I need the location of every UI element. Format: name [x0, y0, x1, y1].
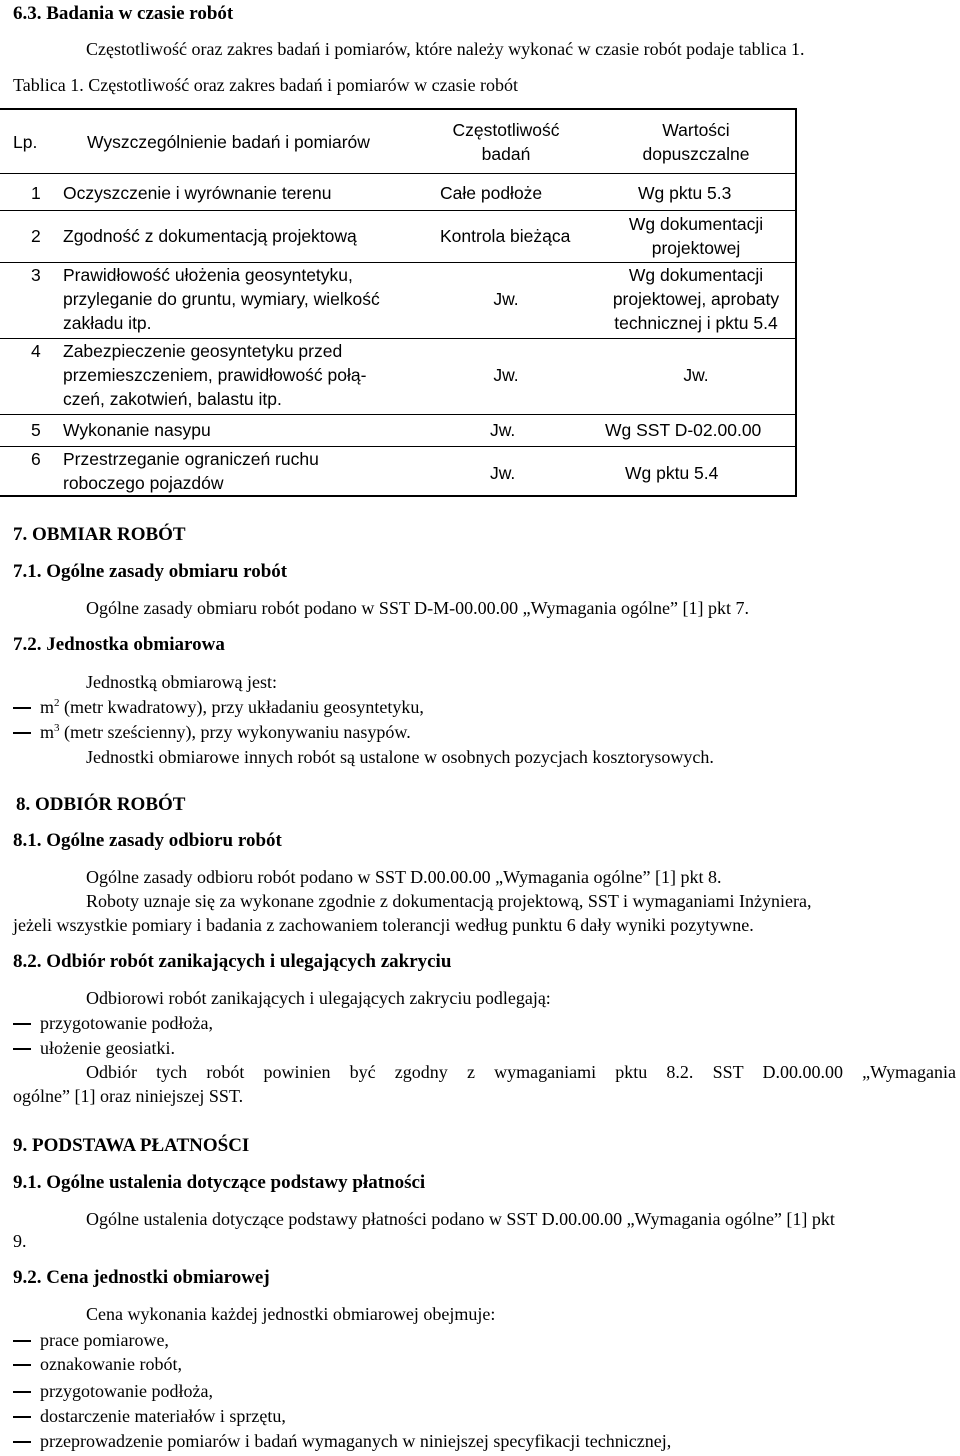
section-6-3-heading: 6.3. Badania w czasie robót [13, 3, 234, 24]
row-item-line3: czeń, zakotwień, balastu itp. [63, 389, 282, 409]
list-item: oznakowanie robót, [40, 1354, 182, 1374]
table-right-border [795, 108, 797, 497]
row-item: Zgodność z dokumentacją projektową [63, 226, 357, 246]
table-row-divider [0, 262, 797, 263]
unit-item-m3 [40, 721, 411, 743]
row-item-line1: Przestrzeganie ograniczeń ruchu [63, 449, 319, 469]
unit-symbol: m [40, 697, 55, 717]
row-item: Wykonanie nasypu [63, 420, 211, 440]
unit-description: (metr sześcienny), przy wykonywaniu nasypów. [59, 722, 411, 742]
section-9-2-heading: 9.2. Cena jednostki obmiarowej [13, 1267, 270, 1288]
unit-item-m2 [40, 696, 424, 718]
row-lp: 5 [31, 420, 41, 440]
section-8-2-para-line2: ogólne” [1] oraz niniejszej SST. [13, 1086, 244, 1106]
table-row-divider [0, 338, 797, 339]
row-item-line1: Zabezpieczenie geosyntetyku przed [63, 341, 343, 361]
list-item: przygotowanie podłoża, [40, 1013, 213, 1033]
header-frequency-line2: badań [481, 144, 531, 164]
row-frequency: Jw. [490, 420, 516, 440]
row-item-line1: Prawidłowość ułożenia geosyntetyku, [63, 265, 353, 285]
section-8-1-heading: 8.1. Ogólne zasady odbioru robót [13, 830, 282, 851]
section-8-2-heading: 8.2. Odbiór robót zanikających i ulegających zakryciu [13, 951, 452, 972]
row-value-line2: projektowej [651, 238, 741, 258]
dash-bullet [13, 1364, 31, 1366]
section-6-3-intro: Częstotliwość oraz zakres badań i pomiarów, które należy wykonać w czasie robót podaje tablica 1. [86, 39, 805, 59]
row-item-line2: roboczego pojazdów [63, 473, 224, 493]
row-item-line2: przemieszczeniem, prawidłowość połą- [63, 365, 367, 385]
dash-bullet [13, 1340, 31, 1342]
row-value: Wg pktu 5.3 [638, 183, 732, 203]
table-row-divider [0, 414, 797, 415]
table-row-divider [0, 446, 797, 447]
row-value-line2: projektowej, aprobaty [612, 289, 780, 309]
header-values-line2: dopuszczalne [642, 144, 750, 164]
unit-exponent: 3 [54, 722, 60, 734]
row-lp: 1 [31, 183, 41, 203]
dash-bullet [13, 1023, 31, 1025]
table-row-divider [0, 210, 797, 211]
row-item-line3: zakładu itp. [63, 313, 152, 333]
dash-bullet [13, 1391, 31, 1393]
section-8-heading: 8. ODBIÓR ROBÓT [16, 794, 186, 815]
unit-symbol: m [40, 722, 55, 742]
row-frequency: Kontrola bieżąca [440, 226, 571, 246]
section-7-2-intro: Jednostką obmiarową jest: [86, 672, 277, 692]
row-frequency: Całe podłoże [440, 183, 543, 203]
section-9-heading: 9. PODSTAWA PŁATNOŚCI [13, 1135, 250, 1156]
list-item: przeprowadzenie pomiarów i badań wymaganych w niniejszej specyfikacji technicznej, [40, 1431, 672, 1451]
table-bottom-border [0, 495, 797, 497]
row-value: Wg SST D-02.00.00 [605, 420, 762, 440]
row-frequency: Jw. [493, 365, 519, 385]
section-8-2-para-line1: Odbiór tych robót powinien być zgodny z wymaganiami pktu 8.2. SST D.00.00.00 „Wymagania [86, 1062, 956, 1082]
section-7-2-outro: Jednostki obmiarowe innych robót są ustalone w osobnych pozycjach kosztorysowych. [86, 747, 714, 767]
row-value-line3: technicznej i pktu 5.4 [614, 313, 778, 333]
unit-description: (metr kwadratowy), przy układaniu geosyntetyku, [59, 697, 424, 717]
section-7-2-heading: 7.2. Jednostka obmiarowa [13, 634, 225, 655]
row-lp: 4 [31, 341, 41, 361]
row-value: Wg pktu 5.4 [625, 463, 719, 483]
table-top-border [0, 108, 797, 110]
row-frequency: Jw. [490, 463, 516, 483]
section-8-2-intro: Odbiorowi robót zanikających i ulegających zakryciu podlegają: [86, 988, 551, 1008]
section-9-1-text-line1: Ogólne ustalenia dotyczące podstawy płatności podano w SST D.00.00.00 „Wymagania ogólne” [1] pkt [86, 1209, 835, 1229]
header-frequency-line1: Częstotliwość [452, 120, 560, 140]
section-8-1-text: Ogólne zasady odbioru robót podano w SST D.00.00.00 „Wymagania ogólne” [1] pkt 8. [86, 867, 722, 887]
unit-exponent: 2 [54, 697, 60, 709]
header-values-line1: Wartości [662, 120, 730, 140]
row-lp: 2 [31, 226, 41, 246]
table-header-divider [0, 173, 797, 174]
section-7-1-text: Ogólne zasady obmiaru robót podano w SST D-M-00.00.00 „Wymagania ogólne” [1] pkt 7. [86, 598, 749, 618]
dash-bullet [13, 707, 31, 709]
header-lp: Lp. [13, 132, 38, 152]
list-item: dostarczenie materiałów i sprzętu, [40, 1406, 286, 1426]
row-value-line1: Wg dokumentacji [628, 265, 764, 285]
list-item: prace pomiarowe, [40, 1330, 169, 1350]
section-7-heading: 7. OBMIAR ROBÓT [13, 524, 186, 545]
row-lp: 6 [31, 449, 41, 469]
section-9-1-text-line2: 9. [13, 1231, 27, 1251]
dash-bullet [13, 1048, 31, 1050]
row-lp: 3 [31, 265, 41, 285]
row-item: Oczyszczenie i wyrównanie terenu [63, 183, 332, 203]
dash-bullet [13, 732, 31, 734]
section-8-1-para-line1: Roboty uznaje się za wykonane zgodnie z dokumentacją projektową, SST i wymaganiami Inżyniera, [86, 891, 812, 911]
section-8-1-para-line2: jeżeli wszystkie pomiary i badania z zachowaniem tolerancji według punktu 6 dały wyniki pozytywne. [13, 915, 754, 935]
list-item: przygotowanie podłoża, [40, 1381, 213, 1401]
dash-bullet [13, 1416, 31, 1418]
section-9-2-intro: Cena wykonania każdej jednostki obmiarowej obejmuje: [86, 1304, 496, 1324]
section-7-1-heading: 7.1. Ogólne zasady obmiaru robót [13, 561, 288, 582]
row-value: Jw. [683, 365, 709, 385]
section-9-1-heading: 9.1. Ogólne ustalenia dotyczące podstawy płatności [13, 1172, 426, 1193]
row-frequency: Jw. [493, 289, 519, 309]
dash-bullet [13, 1441, 31, 1443]
row-value-line1: Wg dokumentacji [628, 214, 764, 234]
list-item: ułożenie geosiatki. [40, 1038, 175, 1058]
header-item: Wyszczególnienie badań i pomiarów [87, 132, 370, 152]
table-caption: Tablica 1. Częstotliwość oraz zakres badań i pomiarów w czasie robót [13, 75, 519, 95]
row-item-line2: przyleganie do gruntu, wymiary, wielkość [63, 289, 380, 309]
